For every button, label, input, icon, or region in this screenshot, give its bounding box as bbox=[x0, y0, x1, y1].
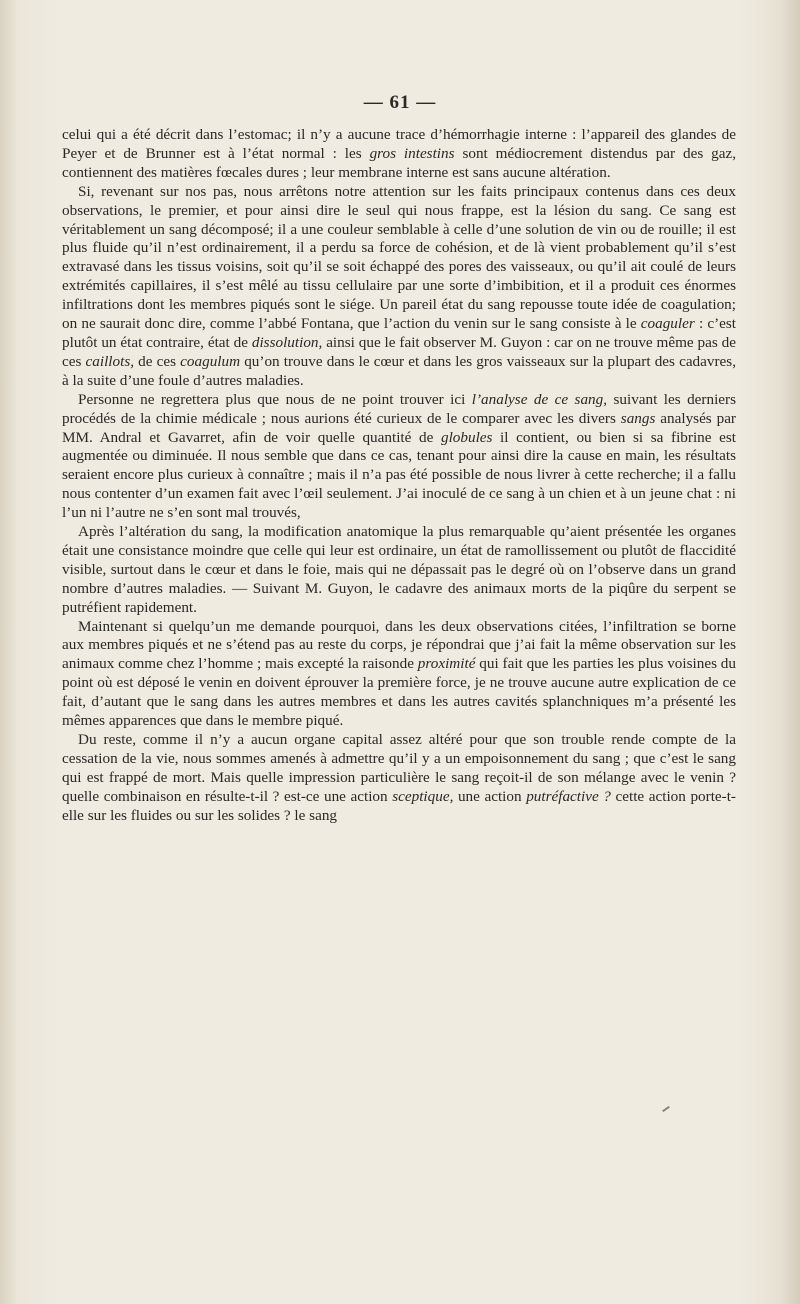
paragraph-2 bbox=[62, 183, 736, 391]
italic-text: putréfactive ? bbox=[526, 787, 611, 805]
text-run: Après l’altération du sang, la modification anatomique la plus remarquable qu’aient présentée les organes était une consistance moindre que celle qui leur est ordinaire, un état de ramollissement ou plutôt de flaccidité visible, surtout dans le cœur et dans le foie, mais qui ne dépassait pas le degré où on l’observe dans un grand nombre d’autres maladies. — Suivant M. Guyon, le cadavre des animaux morts de la piqûre du serpent se putréfient rapidement. bbox=[62, 523, 736, 616]
text-run: Si, revenant sur nos pas, nous arrêtons notre attention sur les faits principaux contenus dans ces deux observations, le premier, et pour ainsi dire le seul qui nous frappe, est la lésion du sang. Ce sang est véritablement un sang décomposé; il a une couleur semblable à celle d’une solution de vin ou de rouille; il est plus fluide qu’il n’est ordinairement, il a perdu sa force de cohésion, et de là vient probablement qu’il s’est extravasé dans les tissus voisins, soit qu’il se soit échappé des pores des vaisseaux, ou qu’il ait coulé de leurs extrémités capillaires, il s’est mêlé au tissu cellulaire par une sorte d’imbibition, et il a produit ces énormes infiltrations dont les membres piqués sont le siége. Un pareil état du sang repousse toute idée de coagulation; on ne saurait donc dire, comme l’abbé Fontana, que l’action du venin sur le sang consiste à le bbox=[62, 182, 736, 333]
text-run: qui fait que les parties les plus voisines du point où est déposé le venin en doivent éprouver la première force, je ne trouve aucune autre explication de ce fait, d’autant que le sang dans les autres membres et dans les autres cavités splanchniques m’a présenté les mêmes apparences que dans le membre piqué. bbox=[62, 655, 736, 730]
text-run: cette action porte-t-elle sur les fluides ou sur les solides ? le sang bbox=[62, 787, 736, 824]
italic-text: caillots, bbox=[85, 352, 135, 370]
text-run: suivant les derniers procédés de la chimie médicale ; nous aurions été curieux de le comparer avec les divers bbox=[62, 390, 736, 427]
text-run: Du reste, comme il n’y a aucun organe capital assez altéré pour que son trouble rende compte de la cessation de la vie, nous sommes amenés à admettre qu’il y a un empoisonnement du sang ; que c’est le sang qui est frappé de mort. Mais quelle impression particulière le sang reçoit-il de son mélange avec le venin ? quelle combinaison en résulte-t-il ? est-ce une action bbox=[62, 731, 736, 805]
body-text bbox=[62, 126, 736, 826]
text-run: il contient, ou bien si sa fibrine est augmentée ou diminuée. Il nous semble que dans ce cas, tenant pour ainsi dire la cause en main, les résultats seraient encore plus curieux à connaître ; mais il n’a pas été possible de nous livrer à cette recherche; il a fallu nous contenter d’un examen fait avec l’œil seulement. J’ai inoculé de ce sang à un chien et à un jeune chat : ni l’un ni l’autre ne s’en sont mal trouvés, bbox=[62, 428, 736, 522]
text-run: Personne ne regrettera plus que nous de ne point trouver ici bbox=[78, 390, 472, 408]
italic-text: globules bbox=[440, 428, 493, 446]
italic-text: coagulum bbox=[180, 352, 241, 370]
paragraph-1 bbox=[62, 126, 736, 183]
text-run: analysés par MM. Andral et Gavarret, afin de voir quelle quantité de bbox=[62, 409, 736, 446]
paragraph-4 bbox=[62, 523, 736, 618]
italic-text: coaguler bbox=[640, 315, 695, 333]
italic-text: sceptique, bbox=[392, 787, 454, 805]
paragraph-6 bbox=[62, 731, 736, 826]
page-number: — 61 — bbox=[363, 92, 437, 113]
italic-text: sangs bbox=[620, 409, 656, 427]
text-run: qu’on trouve dans le cœur et dans les gros vaisseaux sur la plupart des cadavres, à la suite d’une foule d’autres maladies. bbox=[62, 352, 736, 389]
ink-mark bbox=[662, 1106, 670, 1112]
text-run: de ces bbox=[134, 352, 181, 370]
text-run: : c’est plutôt un état contraire, état de bbox=[62, 315, 737, 351]
paragraph-5 bbox=[62, 618, 736, 731]
text-run: celui qui a été décrit dans l’estomac; il n’y a aucune trace d’hémorrhagie interne : l’appareil des glandes de Peyer et de Brunner est à l’état normal : les bbox=[62, 126, 736, 162]
text-run: une action bbox=[453, 787, 527, 805]
paragraph-3 bbox=[62, 391, 736, 523]
italic-text: gros intestins bbox=[369, 144, 455, 162]
italic-text: l’analyse de ce sang, bbox=[471, 390, 608, 408]
italic-text: proximité bbox=[417, 655, 476, 673]
text-run: ainsi que le fait observer M. Guyon : car on ne trouve même pas de ces bbox=[62, 333, 736, 370]
text-run: Maintenant si quelqu’un me demande pourquoi, dans les deux observations citées, l’infiltration se borne aux membres piqués et ne s’étend pas au reste du corps, je répondrai que j’ai fait la même observation sur les animaux comme chez l’homme ; mais excepté la raisonde bbox=[62, 617, 736, 673]
italic-text: dissolution, bbox=[251, 333, 323, 351]
text-run: sont médiocrement distendus par des gaz, contiennent des matières fœcales dures ; leur membrane interne est sans aucune altération. bbox=[62, 144, 737, 181]
